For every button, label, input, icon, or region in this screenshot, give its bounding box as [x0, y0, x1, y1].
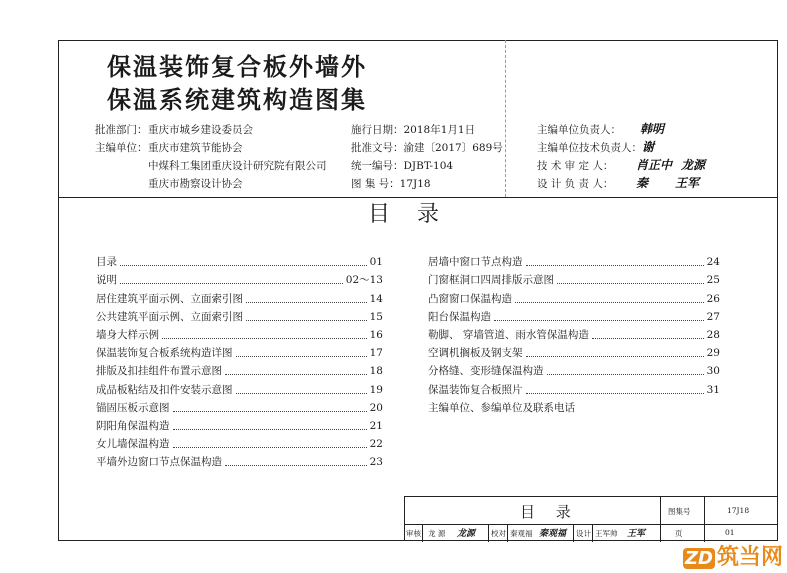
- toc-entry-label: 保温装饰复合板系统构造详图: [96, 347, 233, 360]
- toc-entry[interactable]: [96, 360, 383, 378]
- signature-design-2: 王军: [675, 176, 700, 190]
- toc-entry-label: 凸窗窗口保温构造: [428, 292, 512, 305]
- toc-leader-dots: [236, 393, 367, 394]
- toc-entry[interactable]: [428, 342, 720, 360]
- atlas-title-line-2: 保温系统建筑构造图集: [107, 85, 367, 114]
- toc-entry[interactable]: [428, 360, 720, 378]
- toc-leader-dots: [494, 320, 704, 321]
- cell-divider: [592, 524, 593, 542]
- toc-entry[interactable]: [96, 306, 383, 324]
- toc-entry-page: 18: [369, 365, 383, 378]
- toc-entry[interactable]: [96, 342, 383, 360]
- cell-divider: [507, 524, 508, 542]
- header-divider: [505, 40, 506, 197]
- toc-entry-label: 居住建筑平面示例、立面索引图: [96, 292, 243, 305]
- cell-divider: [573, 524, 574, 542]
- toc-leader-dots: [515, 302, 704, 303]
- editor-unit-value-2: 中煤科工集团重庆设计研究院有限公司: [148, 160, 327, 172]
- toc-entry-page: 16: [369, 328, 383, 341]
- toc-leader-dots: [225, 465, 367, 466]
- check-name: 秦观福: [510, 529, 533, 538]
- toc-entry-page: 24: [706, 256, 720, 269]
- toc-entry-label: 门窗框洞口四周排版示意图: [428, 274, 554, 287]
- toc-entry-label: 阴阳角保温构造: [96, 419, 170, 432]
- approval-dept-value: 重庆市城乡建设委员会: [148, 124, 253, 136]
- toc-entry-page: 21: [369, 419, 383, 432]
- toc-entry[interactable]: [428, 378, 720, 396]
- toc-entry-page: 01: [369, 256, 383, 269]
- toc-leader-dots: [526, 265, 704, 266]
- review-signature: 龙源: [457, 529, 476, 539]
- toc-entry-label: 保温装饰复合板照片: [428, 383, 523, 396]
- watermark-logo-mark: ZD: [685, 548, 713, 569]
- toc-entry-page: 26: [706, 292, 720, 305]
- toc-entry[interactable]: [428, 287, 720, 305]
- toc-leader-dots: [162, 338, 367, 339]
- toc-entry-page: 27: [706, 310, 720, 323]
- toc-entry[interactable]: [428, 251, 720, 269]
- toc-heading: 目 录: [368, 202, 449, 227]
- toc-entry-page: 22: [369, 438, 383, 451]
- approval-number: 批准文号：渝建〔2017〕689号: [351, 142, 503, 154]
- toc-entry-label: 阳台保温构造: [428, 310, 491, 323]
- toc-entry-label: 空调机搁板及钢支架: [428, 347, 523, 360]
- atlas-no-label-cell: [660, 497, 704, 524]
- review-label: 审核: [406, 529, 421, 538]
- toc-leader-dots: [173, 447, 367, 448]
- page-value: 01: [725, 528, 735, 537]
- serial-number: 统一编号：DJBT-104: [351, 160, 454, 172]
- toc-leader-dots: [120, 283, 343, 284]
- page-label: 页: [675, 529, 683, 538]
- atlas-no-value: 17J18: [727, 506, 750, 515]
- atlas-no-label: 图集号: [668, 507, 691, 516]
- toc-leader-dots: [225, 374, 367, 375]
- toc-entry-page: 17: [369, 347, 383, 360]
- toc-entry-page: 02～13: [345, 274, 383, 287]
- check-signature: 秦观福: [539, 529, 567, 539]
- editor-unit-label: 主编单位：: [95, 142, 148, 154]
- atlas-no-value-cell: [704, 497, 779, 524]
- design-person-label: 设 计 负 责 人：: [537, 178, 614, 190]
- check-label: 校对: [491, 529, 506, 538]
- toc-entry-label: 主编单位、参编单位及联系电话: [428, 401, 575, 414]
- cell-divider: [660, 524, 661, 542]
- toc-entry-page: 28: [706, 328, 720, 341]
- toc-entry-label: 平墙外边窗口节点保温构造: [96, 456, 222, 469]
- signature-review-1: 肖正中: [636, 158, 673, 172]
- toc-entry-label: 公共建筑平面示例、立面索引图: [96, 310, 243, 323]
- review-name: 龙 源: [428, 529, 446, 538]
- toc-entry-label: 说明: [96, 274, 117, 287]
- toc-entry-label: 女儿墙保温构造: [96, 438, 170, 451]
- toc-leader-dots: [557, 283, 704, 284]
- toc-left-column: [96, 251, 383, 469]
- toc-right-column: [428, 251, 720, 415]
- toc-entry-label: 成品板粘结及扣件安装示意图: [96, 383, 233, 396]
- atlas-title-line-1: 保温装饰复合板外墙外: [107, 52, 367, 81]
- design-label: 设计: [576, 529, 591, 538]
- signature-tech: 谢: [642, 140, 655, 154]
- section-divider: [58, 197, 778, 198]
- toc-leader-dots: [236, 356, 367, 357]
- cell-divider: [422, 524, 423, 542]
- editor-unit-value-1: 重庆市建筑节能协会: [148, 142, 243, 154]
- toc-leader-dots: [173, 429, 367, 430]
- tech-person-label: 主编单位技术负责人：: [537, 142, 642, 154]
- toc-entry[interactable]: [96, 269, 383, 287]
- toc-leader-dots: [547, 374, 704, 375]
- toc-entry[interactable]: [96, 378, 383, 396]
- cell-divider: [488, 524, 489, 542]
- toc-entry[interactable]: [96, 433, 383, 451]
- title-block-top-row: [405, 497, 778, 525]
- toc-entry-label: 居墙中窗口节点构造: [428, 256, 523, 269]
- signature-design-1: 秦: [636, 176, 649, 190]
- toc-entry-page: 25: [706, 274, 720, 287]
- toc-entry-page: 29: [706, 347, 720, 360]
- signature-responsible: 韩明: [640, 122, 665, 136]
- toc-entry-label: 排版及扣挂组件布置示意图: [96, 365, 222, 378]
- toc-leader-dots: [526, 393, 704, 394]
- toc-entry[interactable]: [96, 251, 383, 269]
- design-signature: 王军: [627, 529, 646, 539]
- toc-entry-page: 20: [369, 401, 383, 414]
- toc-leader-dots: [120, 265, 367, 266]
- toc-entry[interactable]: [96, 324, 383, 342]
- atlas-number: 图 集 号：17J18: [351, 178, 431, 190]
- toc-leader-dots: [246, 302, 367, 303]
- tech-review-label: 技 术 审 定 人：: [537, 160, 614, 172]
- toc-entry-page: 14: [369, 292, 383, 305]
- implementation-date: 施行日期：2018年1月1日: [351, 124, 476, 136]
- title-block: [404, 496, 778, 541]
- toc-entry-page: 31: [706, 383, 720, 396]
- toc-entry[interactable]: [96, 415, 383, 433]
- toc-entry-label: 分格缝、变形缝保温构造: [428, 365, 544, 378]
- site-watermark: [683, 540, 783, 571]
- toc-entry[interactable]: [96, 287, 383, 305]
- toc-entry[interactable]: [428, 397, 720, 415]
- toc-entry-label: 目录: [96, 256, 117, 269]
- signature-review-2: 龙源: [681, 158, 706, 172]
- responsible-person-label: 主编单位负责人：: [537, 124, 621, 136]
- title-block-name: 目 录: [520, 503, 579, 521]
- toc-entry-label: 墙身大样示例: [96, 328, 159, 341]
- watermark-text: 筑当网: [717, 545, 784, 570]
- toc-leader-dots: [173, 411, 367, 412]
- toc-entry-label: 勒脚、 穿墙管道、雨水管保温构造: [428, 328, 589, 341]
- toc-leader-dots: [526, 356, 704, 357]
- toc-entry-page: 19: [369, 383, 383, 396]
- design-name: 王军帅: [595, 529, 618, 538]
- toc-entry-page: 15: [369, 310, 383, 323]
- toc-entry-page: 23: [369, 456, 383, 469]
- toc-entry[interactable]: [96, 397, 383, 415]
- toc-leader-dots: [246, 320, 367, 321]
- toc-entry-label: 锚固压板示意图: [96, 401, 170, 414]
- toc-entry[interactable]: [428, 269, 720, 287]
- toc-entry[interactable]: [428, 324, 720, 342]
- toc-leader-dots: [592, 338, 704, 339]
- toc-entry[interactable]: [428, 306, 720, 324]
- editor-unit-value-3: 重庆市勘察设计协会: [148, 178, 243, 190]
- approval-dept-label: 批准部门：: [95, 124, 148, 136]
- toc-entry[interactable]: [96, 451, 383, 469]
- toc-entry-page: 30: [706, 365, 720, 378]
